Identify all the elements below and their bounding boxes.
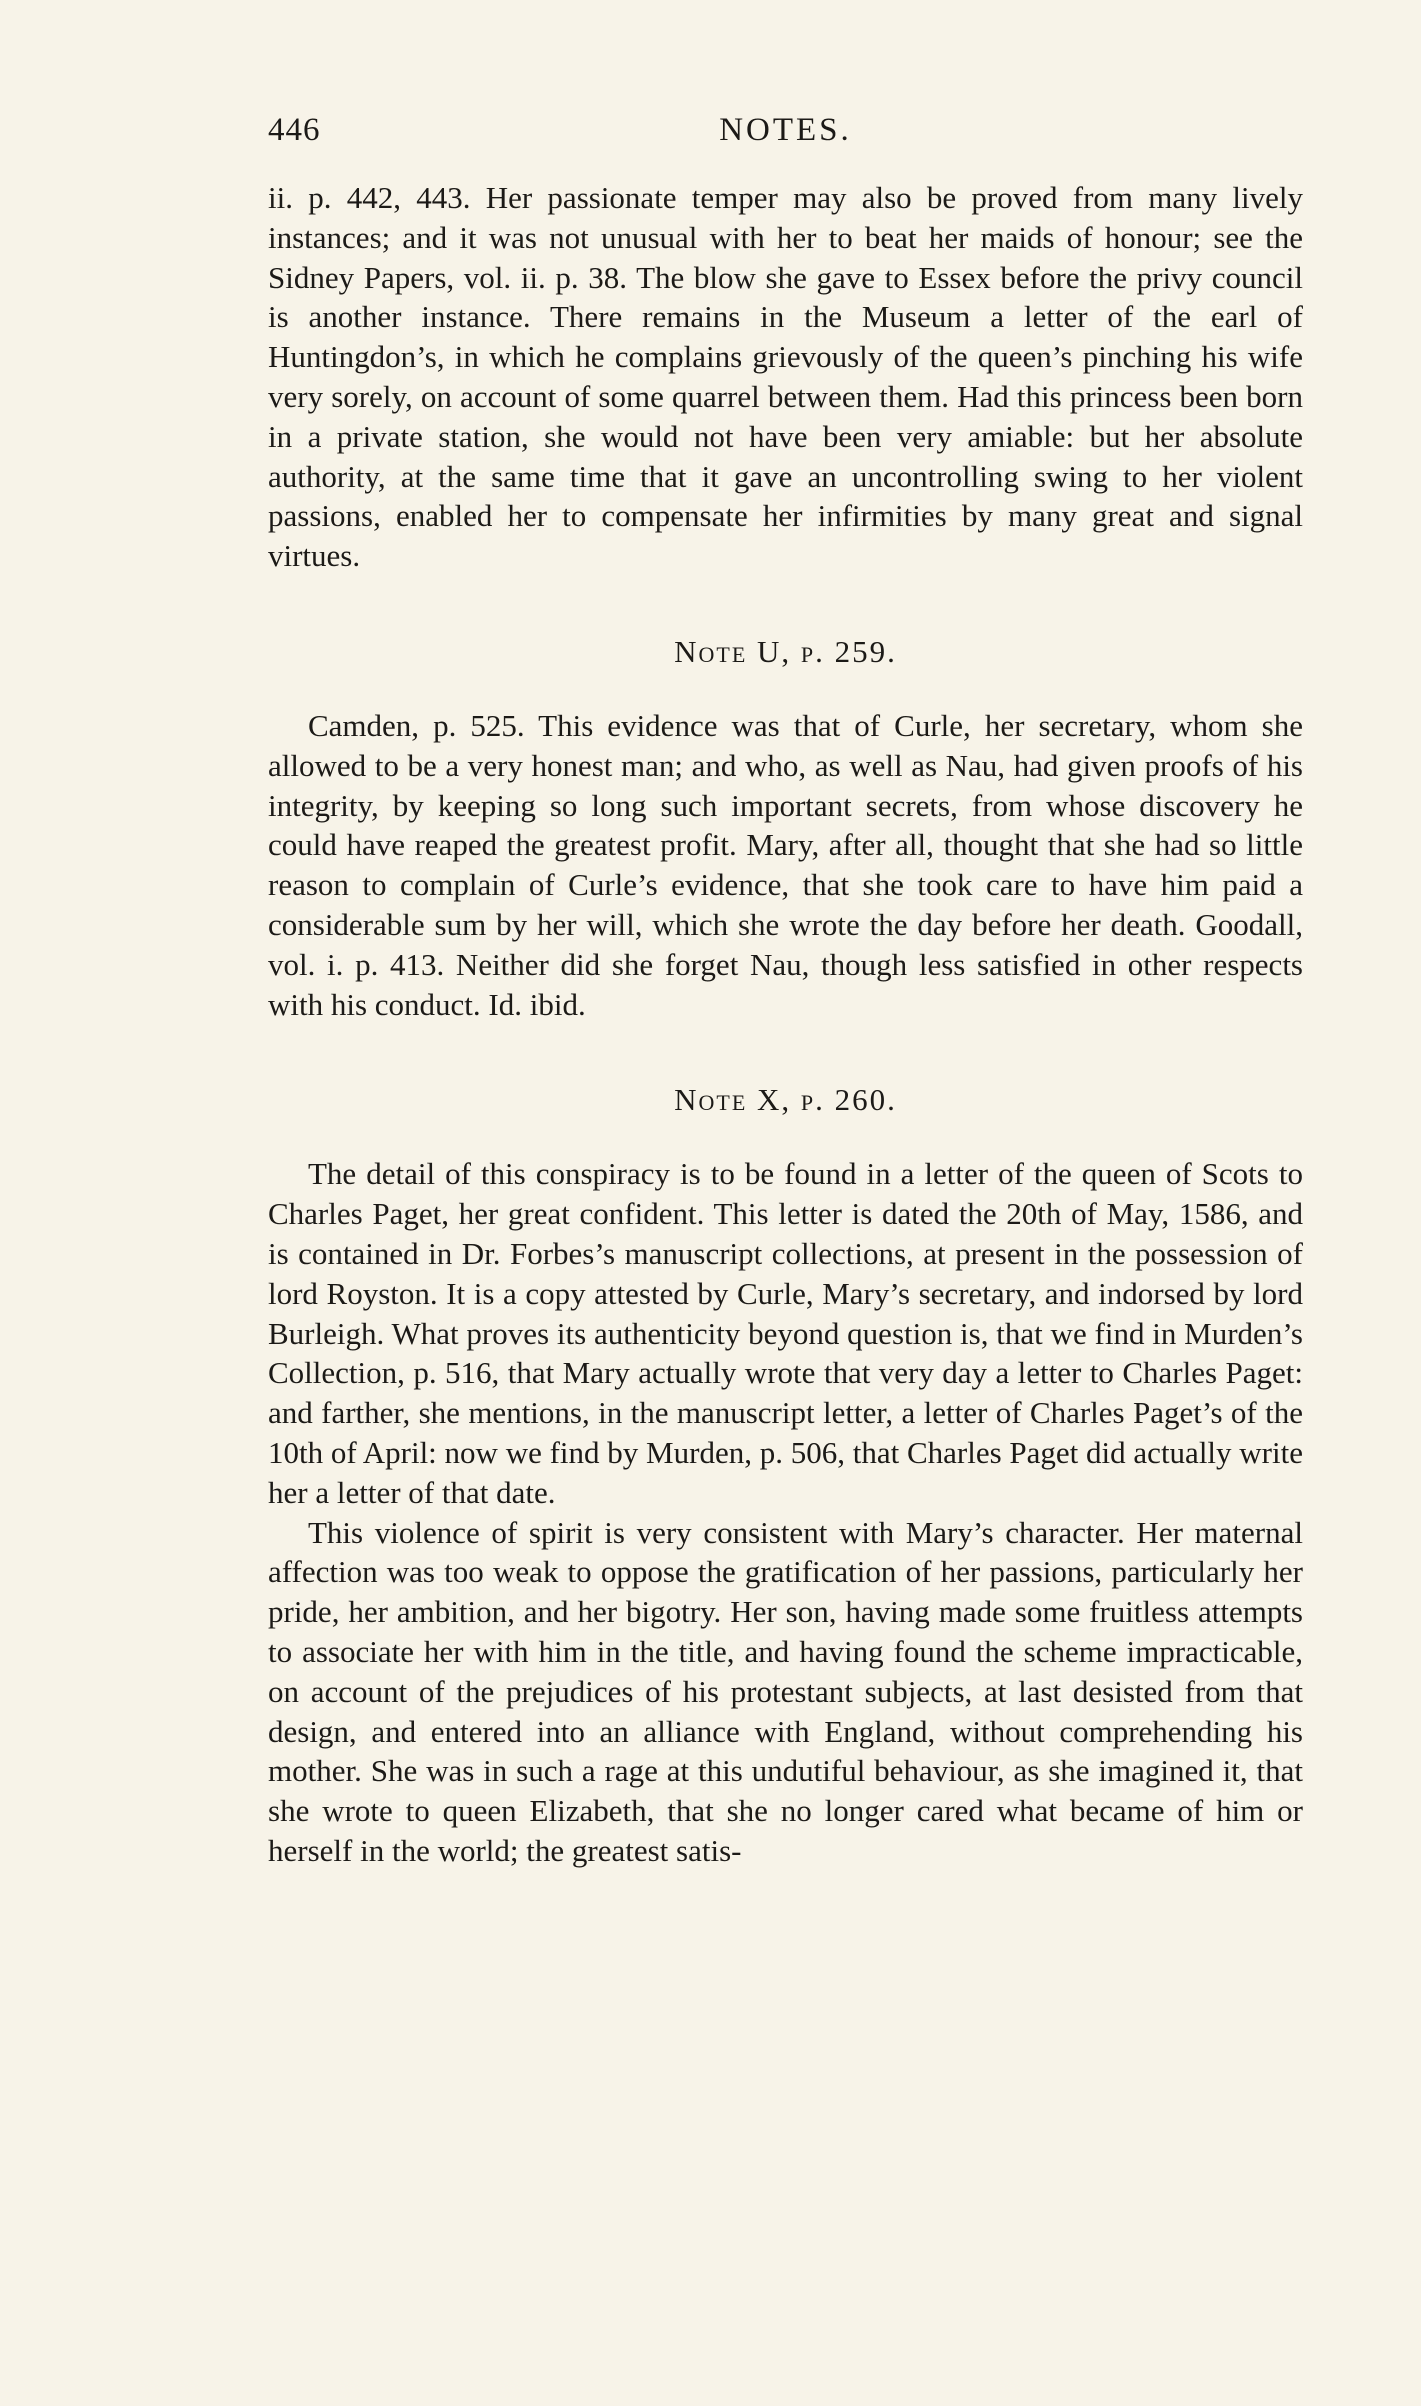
note-u-section [268,634,1303,1024]
note-x-paragraph-2: This violence of spirit is very consistent with Mary’s character. Her maternal affection was too weak to oppose the gratification of her passions, particularly her pride, her ambition, and her bigotry. Her son, having made some fruitless attempts to associate her with him in the title, and having found the scheme impracticable, on account of the prejudices of his protestant subjects, at last desisted from that design, and entered into an alliance with England, without comprehending his mother. She was in such a rage at this undutiful behaviour, as she imagined it, that she wrote to queen Elizabeth, that she no longer cared what became of him or herself in the world; the greatest satis- [268,1514,1303,1868]
running-head [268,112,1303,162]
note-u-paragraph: Camden, p. 525. This evidence was that of Curle, her secretary, whom she allowed to be a very honest man; and who, as well as Nau, had given proofs of his integrity, by keeping so long such important secrets, from whose discovery he could have reaped the greatest profit. Mary, after all, thought that she had so little reason to complain of Curle’s evidence, that she took care to have him paid a considerable sum by her will, which she wrote the day before her death. Goodall, vol. i. p. 413. Neither did she forget Nau, though less satisfied in other respects with his conduct. Id. ibid. [268,707,1303,1022]
note-u-heading: Note U, p. 259. [674,633,897,669]
note-x-paragraph-1: The detail of this conspiracy is to be found in a letter of the queen of Scots to Charles Paget, her great confident. This letter is dated the 20th of May, 1586, and is contained in Dr. Forbes’s manuscript collections, at present in the possession of lord Royston. It is a copy attested by Curle, Mary’s secretary, and indorsed by lord Burleigh. What proves its authenticity beyond question is, that we find in Murden’s Collection, p. 516, that Mary actually wrote that very day a letter to Charles Paget: and farther, she mentions, in the manuscript letter, a letter of Charles Paget’s of the 10th of April: now we find by Murden, p. 506, that Charles Paget did actually write her a letter of that date. [268,1156,1303,1510]
book-page [268,112,1303,1871]
page-number: 446 [268,112,321,148]
note-x-section [268,1082,1303,1870]
note-x-heading: Note X, p. 260. [674,1082,897,1118]
continuation-paragraph: ii. p. 442, 443. Her passionate temper may also be proved from many lively instances; and it was not unusual with her to beat her maids of honour; see the Sidney Papers, vol. ii. p. 38. The blow she gave to Essex before the privy council is another instance. There remains in the Museum a letter of the earl of Huntingdon’s, in which he complains grievously of the queen’s pinching his wife very sorely, on account of some quarrel between them. Had this princess been born in a private station, she would not have been very amiable: but her absolute authority, at the same time that it gave an uncontrolling swing to her violent passions, enabled her to compensate her infirmities by many great and signal virtues. [268,180,1303,574]
running-title: NOTES. [719,112,852,148]
